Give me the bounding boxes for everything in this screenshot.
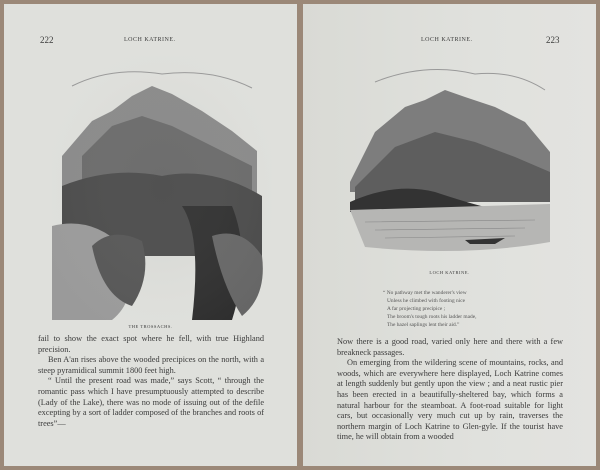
poem-quote	[383, 289, 476, 329]
poem-line: A far projecting precipice ;	[387, 306, 446, 312]
trossachs-engraving	[52, 56, 272, 320]
paragraph: fail to show the exact spot where he fell, with true Highland precision.	[38, 334, 264, 354]
page-number: 223	[546, 35, 560, 45]
poem-line: The broom's tough roots his ladder made,	[387, 314, 477, 320]
left-page	[4, 4, 297, 466]
poem-line: The hazel saplings lent their aid.”	[387, 322, 460, 328]
illustration-caption: THE TROSSACHS.	[128, 324, 173, 329]
poem-line: “ No pathway met the wanderer's view	[383, 290, 467, 296]
paragraph: Ben A'an rises above the wooded precipices on the north, with a steep pyramidical summit 1800 feet high.	[38, 355, 264, 375]
right-page	[303, 4, 596, 466]
paragraph: Now there is a good road, varied only here and there with a few breakneck passages.	[337, 337, 563, 357]
loch-katrine-engraving	[345, 62, 555, 262]
body-text	[337, 337, 563, 443]
page-number: 222	[40, 35, 54, 45]
paragraph: “ Until the present road was made,” says Scott, “ through the romantic pass which I have presumptuously attempted to describe (Lady of the Lake), there was no mode of issuing out of the defile excepting by a sort of ladder composed of the branches and roots of trees”—	[38, 376, 264, 428]
paragraph: On emerging from the wildering scene of mountains, rocks, and woods, which are everywhere here displayed, Loch Katrine comes at length suddenly but gently upon the view ; and a neat rustic pier has been erected in a beautifully-sheltered bay, which forms a natural harbour for the steamboat. A foot-road suitable for light cars, but occasionally very much cut up by rain, traverses the northern margin of Loch Katrine to Glen-gyle. If the tourist have time, he will obtain from a wooded	[337, 358, 563, 442]
body-text	[38, 334, 264, 429]
illustration-caption: LOCH KATRINE.	[429, 270, 470, 275]
running-head: LOCH KATRINE.	[421, 37, 473, 43]
running-head: LOCH KATRINE.	[124, 37, 176, 43]
poem-line: Unless he climbed with footing nice	[387, 298, 465, 304]
